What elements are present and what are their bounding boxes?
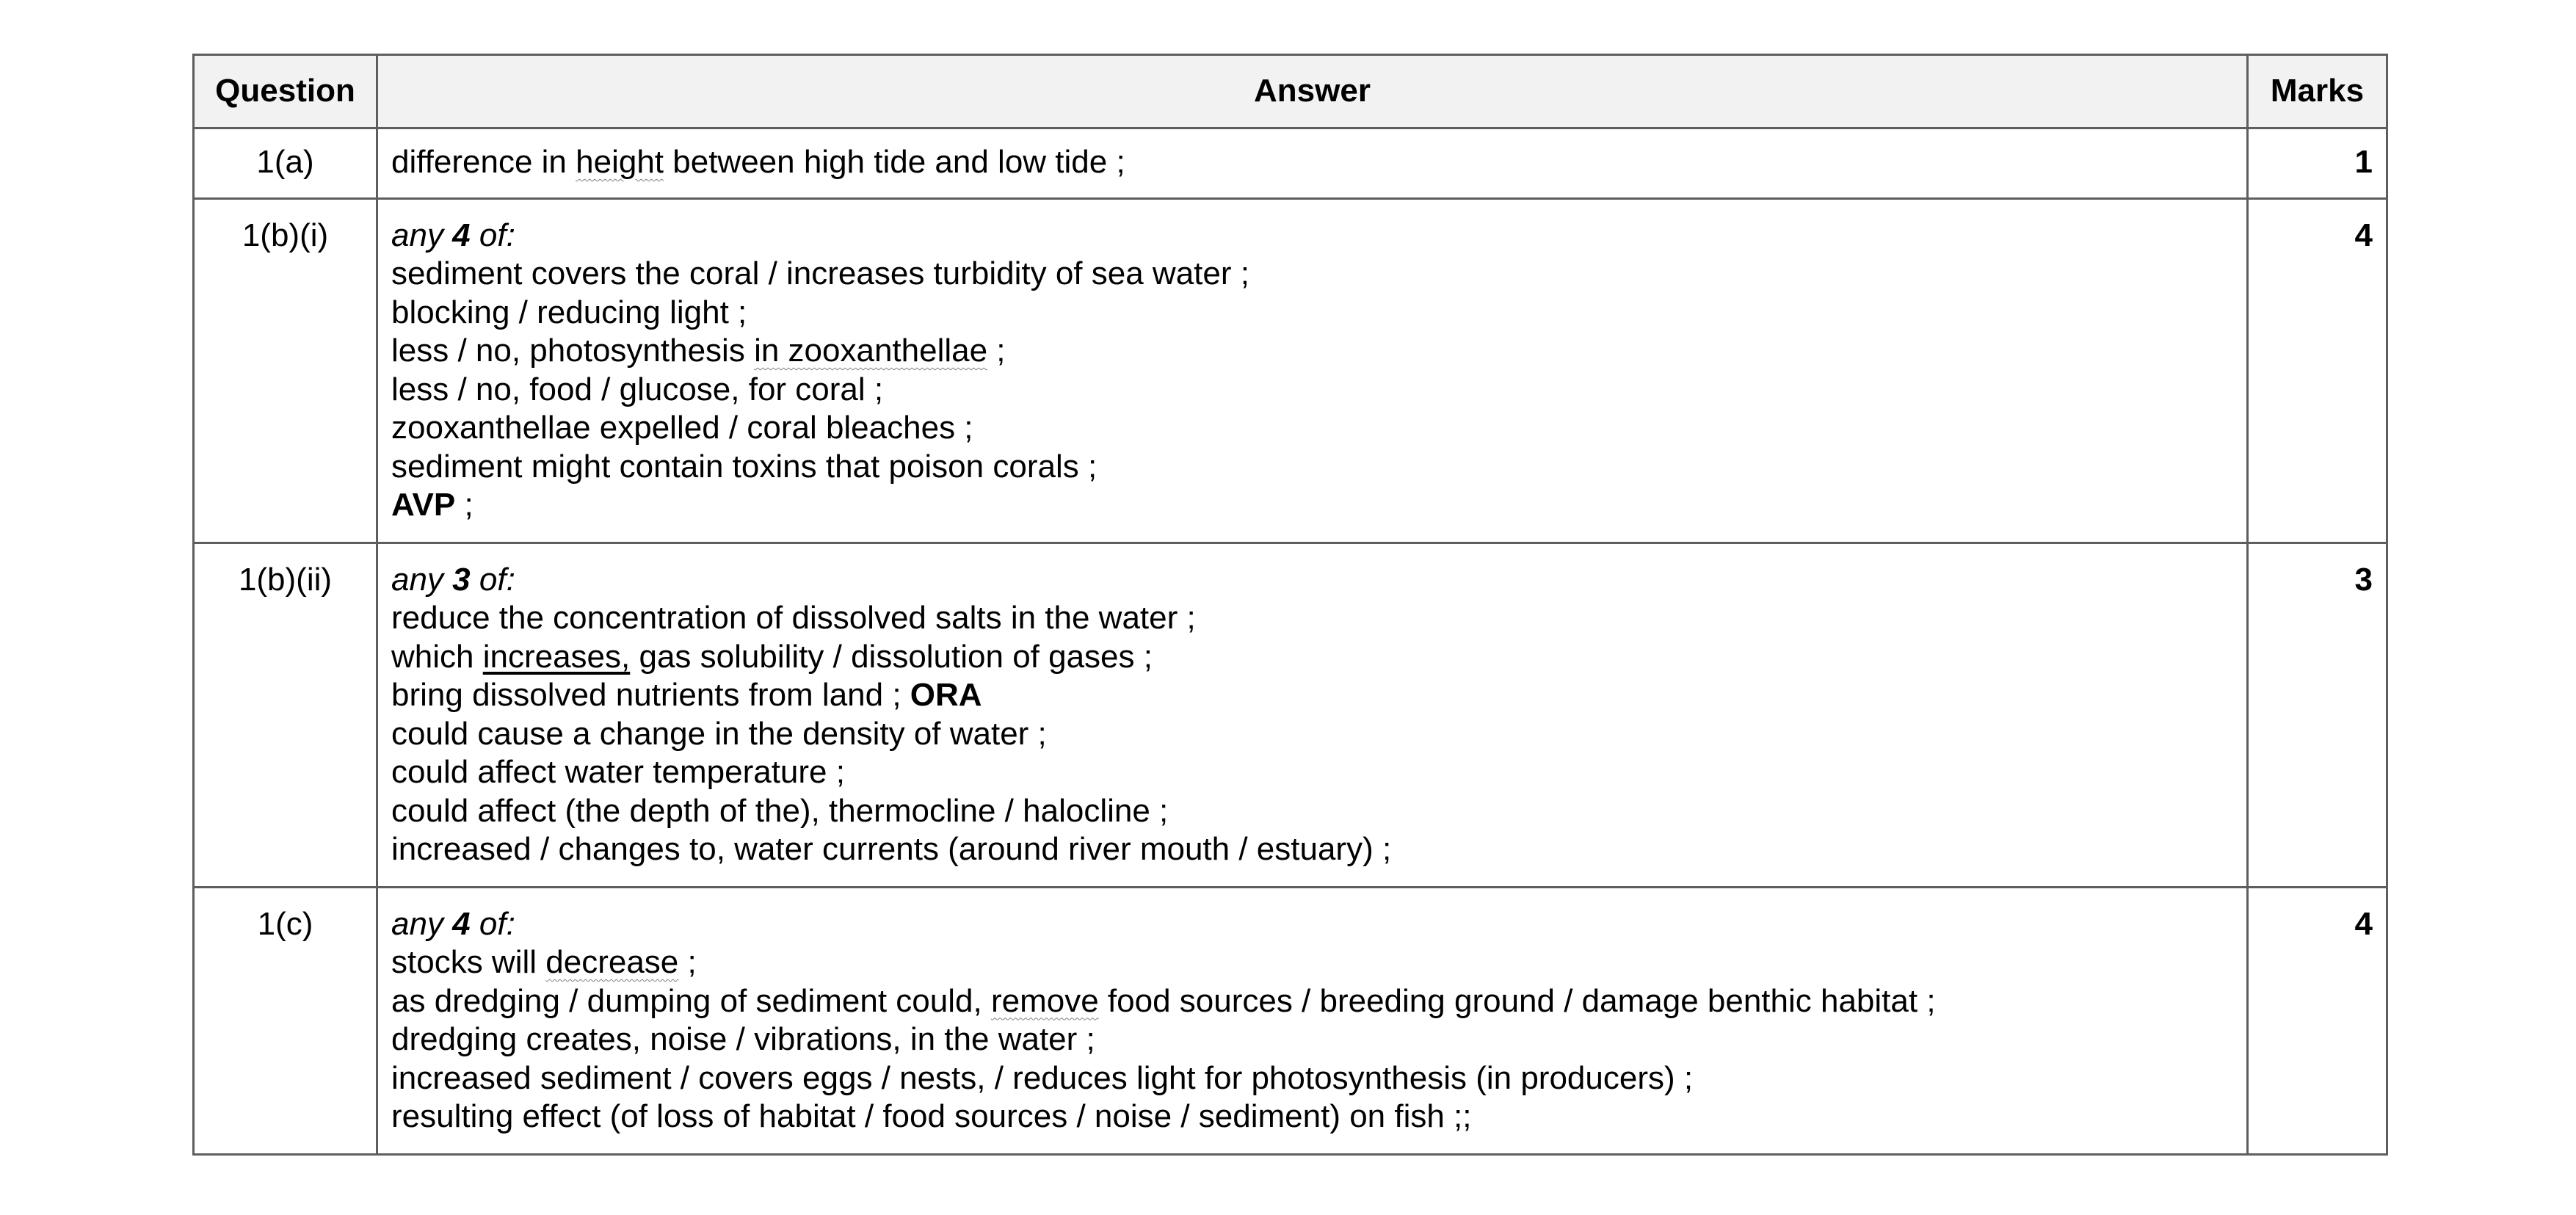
mark-scheme-table — [192, 54, 2388, 1156]
question-number: 1(b)(i) — [194, 198, 377, 543]
answer-line: less / no, food / glucose, for coral ; — [391, 371, 884, 407]
table-header-row — [194, 55, 2387, 128]
marks-value: 3 — [2248, 543, 2387, 887]
answer-line: sediment covers the coral / increases turbidity of sea water ; — [391, 255, 1249, 291]
marks-column-header: Marks — [2248, 55, 2387, 128]
answer-line: could affect (the depth of the), thermocline / halocline ; — [391, 792, 1169, 829]
answer-line: increased / changes to, water currents (around river mouth / estuary) ; — [391, 831, 1392, 867]
answer-line: AVP ; — [391, 487, 474, 523]
table-row — [194, 543, 2387, 887]
answer-line: bring dissolved nutrients from land ; ORA — [391, 677, 982, 713]
answer-line: increased sediment / covers eggs / nests, / reduces light for photosynthesis (in producers) ; — [391, 1059, 1694, 1096]
answer-column-header: Answer — [377, 55, 2248, 128]
marks-value: 4 — [2248, 198, 2387, 543]
marks-value: 1 — [2248, 128, 2387, 199]
answer-line: as dredging / dumping of sediment could, remove food sources / breeding ground / damage benthic habitat ; — [391, 982, 1936, 1019]
spelling-flag: height — [576, 144, 664, 180]
question-number: 1(c) — [194, 887, 377, 1154]
answer-cell — [377, 198, 2248, 543]
question-column-header: Question — [194, 55, 377, 128]
answer-line: blocking / reducing light ; — [391, 294, 747, 330]
answer-line: less / no, photosynthesis in zooxanthellae ; — [391, 333, 1006, 369]
table-row — [194, 887, 2387, 1154]
answer-line: could cause a change in the density of water ; — [391, 715, 1047, 752]
answer-line: stocks will decrease ; — [391, 944, 697, 980]
answer-line: difference in height between high tide and low tide ; — [391, 144, 1125, 180]
answer-line: could affect water temperature ; — [391, 754, 845, 790]
answer-cell — [377, 887, 2248, 1154]
answer-intro: any 4 of: — [391, 217, 515, 253]
question-number: 1(a) — [194, 128, 377, 199]
question-number: 1(b)(ii) — [194, 543, 377, 887]
answer-line: dredging creates, noise / vibrations, in the water ; — [391, 1021, 1095, 1057]
answer-line: sediment might contain toxins that poison corals ; — [391, 448, 1097, 485]
underlined-keyword: increases, — [482, 638, 631, 675]
answer-line: which increases, gas solubility / dissolution of gases ; — [391, 638, 1153, 675]
spelling-flag: remove — [990, 982, 1099, 1019]
spelling-flag: decrease — [545, 944, 679, 980]
spelling-flag: in zooxanthellae — [754, 333, 988, 369]
answer-line: reduce the concentration of dissolved salts in the water ; — [391, 600, 1196, 636]
answer-intro: any 4 of: — [391, 905, 515, 942]
answer-cell — [377, 128, 2248, 199]
answer-cell — [377, 543, 2248, 887]
table-row — [194, 198, 2387, 543]
table-row — [194, 128, 2387, 199]
answer-intro: any 3 of: — [391, 561, 515, 598]
answer-line: resulting effect (of loss of habitat / food sources / noise / sediment) on fish ;; — [391, 1098, 1472, 1134]
marks-value: 4 — [2248, 887, 2387, 1154]
answer-line: zooxanthellae expelled / coral bleaches ; — [391, 410, 973, 446]
